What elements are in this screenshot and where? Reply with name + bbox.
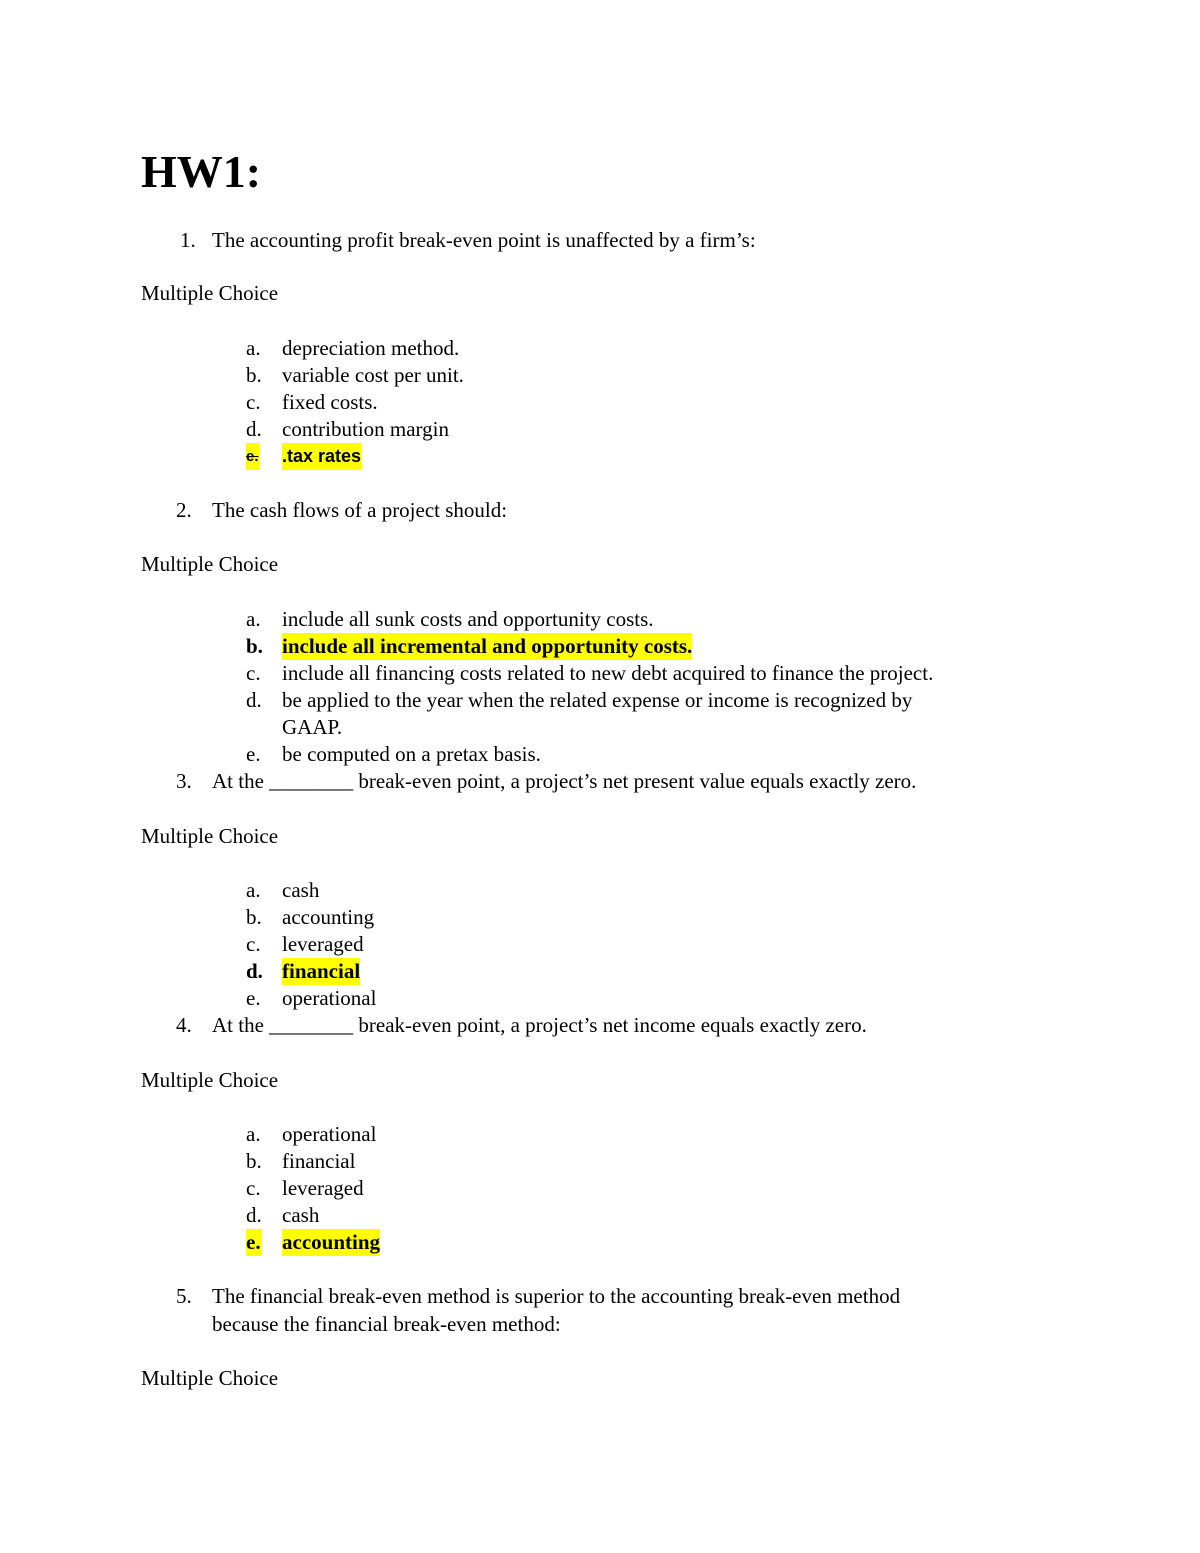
option-text: cash bbox=[282, 878, 320, 902]
multiple-choice-label: Multiple Choice bbox=[141, 281, 279, 305]
multiple-choice-label: Multiple Choice bbox=[141, 1366, 279, 1390]
option-letter: b. bbox=[246, 905, 262, 929]
option-letter-highlighted: e. bbox=[246, 443, 259, 470]
option-text: include all financing costs related to new debt acquired to finance the project. bbox=[282, 661, 934, 685]
question-text: At the ________ break-even point, a project’s net present value equals exactly zero. bbox=[212, 769, 917, 793]
question-number: 3. bbox=[176, 769, 192, 793]
option-text-continued: GAAP. bbox=[282, 715, 343, 739]
option-text: be applied to the year when the related expense or income is recognized by bbox=[282, 688, 913, 712]
option-letter: c. bbox=[246, 1176, 261, 1200]
question-number: 4. bbox=[176, 1013, 192, 1037]
option-text-highlighted: .tax rates bbox=[282, 443, 361, 470]
option-text-highlighted: financial bbox=[282, 959, 361, 983]
option-text: cash bbox=[282, 1203, 320, 1227]
multiple-choice-label: Multiple Choice bbox=[141, 1068, 279, 1092]
option-letter: c. bbox=[246, 661, 261, 685]
question-number: 2. bbox=[176, 498, 192, 522]
option-text: accounting bbox=[282, 905, 375, 929]
question-text: The cash flows of a project should: bbox=[212, 498, 508, 522]
option-text: fixed costs. bbox=[282, 390, 378, 414]
question-text: The financial break-even method is superior to the accounting break-even method bbox=[212, 1284, 901, 1308]
question-text: The accounting profit break-even point is unaffected by a firm’s: bbox=[212, 228, 756, 252]
option-letter: a. bbox=[246, 1122, 261, 1146]
option-letter-answer: d. bbox=[246, 959, 263, 983]
option-letter: e. bbox=[246, 742, 261, 766]
question-text: At the ________ break-even point, a project’s net income equals exactly zero. bbox=[212, 1013, 867, 1037]
option-letter: a. bbox=[246, 607, 261, 631]
multiple-choice-label: Multiple Choice bbox=[141, 552, 279, 576]
option-text-highlighted: include all incremental and opportunity costs. bbox=[282, 634, 693, 658]
option-letter: e. bbox=[246, 986, 261, 1010]
option-text-highlighted: accounting bbox=[282, 1230, 381, 1254]
option-text: include all sunk costs and opportunity costs. bbox=[282, 607, 654, 631]
question-number: 1. bbox=[180, 228, 196, 252]
page-title: HW1: bbox=[141, 146, 262, 197]
option-letter: a. bbox=[246, 878, 261, 902]
option-letter: d. bbox=[246, 417, 262, 441]
option-letter: d. bbox=[246, 688, 262, 712]
option-text: variable cost per unit. bbox=[282, 363, 464, 387]
option-letter-answer: b. bbox=[246, 634, 263, 658]
option-text: contribution margin bbox=[282, 417, 450, 441]
option-letter: b. bbox=[246, 363, 262, 387]
question-number: 5. bbox=[176, 1284, 192, 1308]
option-letter-highlighted: e. bbox=[246, 1230, 261, 1254]
option-letter: a. bbox=[246, 336, 261, 360]
option-letter: c. bbox=[246, 390, 261, 414]
multiple-choice-label: Multiple Choice bbox=[141, 824, 279, 848]
option-letter: d. bbox=[246, 1203, 262, 1227]
option-text: leveraged bbox=[282, 1176, 364, 1200]
option-text: be computed on a pretax basis. bbox=[282, 742, 541, 766]
option-text: operational bbox=[282, 986, 377, 1010]
option-letter: b. bbox=[246, 1149, 262, 1173]
option-letter: c. bbox=[246, 932, 261, 956]
option-text: leveraged bbox=[282, 932, 364, 956]
question-text-continued: because the financial break-even method: bbox=[212, 1312, 561, 1336]
option-text: financial bbox=[282, 1149, 356, 1173]
option-text: operational bbox=[282, 1122, 377, 1146]
option-text: depreciation method. bbox=[282, 336, 460, 360]
